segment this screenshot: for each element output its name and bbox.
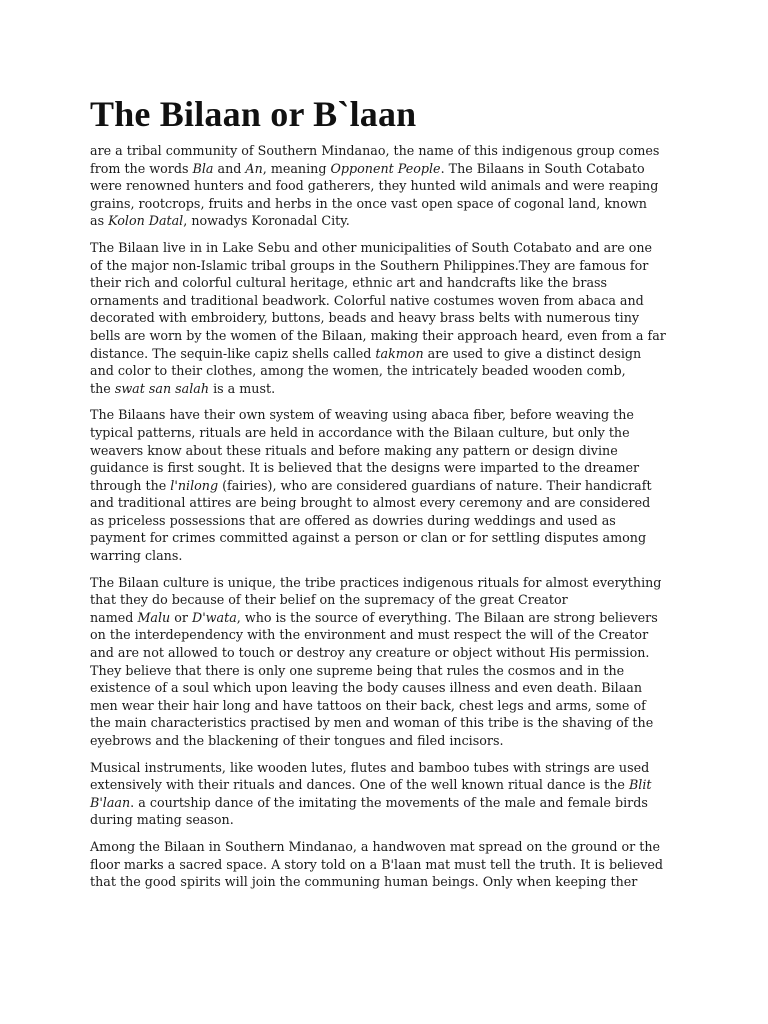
text-line	[90, 547, 682, 565]
italic-term: Malu	[137, 609, 171, 625]
italic-term: Opponent People	[330, 160, 441, 176]
text-run: bells are worn by the women of the Bilaan, making their approach heard, even from a far	[90, 327, 666, 343]
text-run: are used to give a distinct design	[423, 345, 642, 361]
text-run: were renowned hunters and food gatherers, they hunted wild animals and were reaping	[90, 178, 659, 194]
text-run: payment for crimes committed against a person or clan or for settling disputes among	[90, 530, 647, 546]
text-run: that they do because of their belief on the supremacy of the great Creator	[90, 592, 568, 608]
text-run: distance. The sequin-like capiz shells called	[90, 345, 376, 361]
text-line	[90, 494, 682, 512]
text-run: that the good spirits will join the communing human beings. Only when keeping ther	[90, 874, 638, 890]
text-run: , who is the source of everything. The Bilaan are strong believers	[236, 609, 658, 625]
text-line	[90, 362, 682, 380]
text-run: The Bilaan live in in Lake Sebu and other municipalities of South Cotabato and are one	[90, 239, 653, 255]
text-line	[90, 345, 682, 363]
text-run: and	[213, 160, 246, 176]
text-line	[90, 274, 682, 292]
italic-term: swat san salah	[114, 380, 210, 396]
text-line	[90, 714, 682, 732]
text-run: from the words	[90, 160, 193, 176]
text-run: typical patterns, rituals are held in accordance with the Bilaan culture, but only the	[90, 424, 630, 440]
text-run: through the	[90, 477, 171, 493]
text-run: during mating season.	[90, 812, 234, 828]
text-line	[90, 239, 682, 257]
text-run: eyebrows and the blackening of their tongues and filed incisors.	[90, 733, 504, 748]
text-run: as	[90, 213, 109, 229]
text-line	[90, 856, 682, 874]
text-run: men wear their hair long and have tattoos on their back, chest legs and arms, some of	[90, 697, 646, 713]
text-run: Musical instruments, like wooden lutes, flutes and bamboo tubes with strings are used	[90, 759, 650, 775]
text-run: named	[90, 609, 138, 625]
text-line	[90, 477, 682, 495]
text-line	[90, 697, 682, 715]
text-line	[90, 327, 682, 345]
text-line	[90, 406, 682, 424]
text-run: ornaments and traditional beadwork. Colorful native costumes woven from abaca and	[90, 292, 644, 308]
text-run: their rich and colorful cultural heritage, ethnic art and handcrafts like the brass	[90, 275, 608, 291]
paragraph	[90, 142, 682, 230]
italic-term: Bla	[192, 160, 214, 176]
text-run: guidance is first sought. It is believed that the designs were imparted to the dreamer	[90, 460, 640, 476]
text-run: the main characteristics practised by men and woman of this tribe is the shaving of the	[90, 715, 654, 731]
text-line	[90, 811, 682, 829]
paragraph	[90, 838, 682, 891]
text-run: the	[90, 380, 115, 396]
text-line	[90, 644, 682, 662]
text-run: , meaning	[262, 160, 331, 176]
text-run: . The Bilaans in South Cotabato	[440, 160, 645, 176]
text-run: The Bilaan culture is unique, the tribe practices indigenous rituals for almost everything	[90, 574, 662, 590]
paragraph	[90, 239, 682, 397]
text-line	[90, 160, 682, 178]
text-line	[90, 732, 682, 750]
text-run: and are not allowed to touch or destroy any creature or object without His permission.	[90, 645, 650, 661]
text-run: on the interdependency with the environment and must respect the will of the Creator	[90, 627, 649, 643]
text-line	[90, 442, 682, 460]
document-body	[90, 142, 682, 891]
text-run: or	[170, 609, 193, 625]
text-line	[90, 292, 682, 310]
text-line	[90, 838, 682, 856]
text-line	[90, 626, 682, 644]
italic-term: D'wata	[192, 609, 237, 625]
text-run: and traditional attires are being brought to almost every ceremony and are considered	[90, 495, 651, 511]
text-run: decorated with embroidery, buttons, beads and heavy brass belts with numerous tiny	[90, 310, 640, 326]
italic-term: B'laan	[90, 794, 131, 810]
italic-term: An	[245, 160, 263, 176]
text-line	[90, 759, 682, 777]
text-run: extensively with their rituals and dances. One of the well known ritual dance is the	[90, 777, 629, 793]
text-line	[90, 512, 682, 530]
text-run: (fairies), who are considered guardians of nature. Their handicraft	[218, 477, 652, 493]
paragraph	[90, 759, 682, 829]
text-line	[90, 794, 682, 812]
text-run: The Bilaans have their own system of weaving using abaca fiber, before weaving the	[90, 407, 634, 423]
text-line	[90, 380, 682, 398]
text-run: grains, rootcrops, fruits and herbs in the once vast open space of cogonal land, known	[90, 195, 647, 211]
italic-term: Kolon Datal	[108, 213, 184, 229]
text-line	[90, 459, 682, 477]
text-line	[90, 529, 682, 547]
paragraph	[90, 406, 682, 564]
text-line	[90, 195, 682, 213]
text-line	[90, 309, 682, 327]
text-run: of the major non-Islamic tribal groups in the Southern Philippines.They are famous for	[90, 257, 649, 273]
text-run: . a courtship dance of the imitating the movements of the male and female birds	[130, 794, 648, 810]
text-line	[90, 776, 682, 794]
text-run: floor marks a sacred space. A story told on a B'laan mat must tell the truth. It is believed	[90, 856, 664, 872]
text-line	[90, 212, 682, 230]
text-line	[90, 609, 682, 627]
italic-term: l'nilong	[170, 477, 219, 493]
text-line	[90, 873, 682, 891]
text-run: is a must.	[209, 380, 276, 396]
text-line	[90, 257, 682, 275]
text-line	[90, 591, 682, 609]
text-run: are a tribal community of Southern Mindanao, the name of this indigenous group comes	[90, 143, 660, 158]
text-run: existence of a soul which upon leaving the body causes illness and even death. Bilaan	[90, 680, 643, 696]
text-run: warring clans.	[90, 548, 183, 564]
text-run: as priceless possessions that are offered as dowries during weddings and used as	[90, 512, 616, 528]
text-line	[90, 177, 682, 195]
text-line	[90, 142, 682, 160]
paragraph	[90, 574, 682, 750]
document-page	[90, 92, 682, 900]
text-line	[90, 574, 682, 592]
italic-term: Blit	[628, 777, 652, 793]
text-run: They believe that there is only one supreme being that rules the cosmos and in the	[90, 662, 625, 678]
text-run: Among the Bilaan in Southern Mindanao, a handwoven mat spread on the ground or the	[90, 838, 661, 854]
italic-term: takmon	[375, 345, 424, 361]
text-line	[90, 662, 682, 680]
text-run: and color to their clothes, among the women, the intricately beaded wooden comb,	[90, 363, 626, 379]
text-line	[90, 679, 682, 697]
document-title: The Bilaan or B`laan	[90, 94, 417, 134]
text-run: , nowadys Koronadal City.	[183, 213, 350, 229]
text-run: weavers know about these rituals and before making any pattern or design divine	[90, 442, 618, 458]
text-line	[90, 424, 682, 442]
